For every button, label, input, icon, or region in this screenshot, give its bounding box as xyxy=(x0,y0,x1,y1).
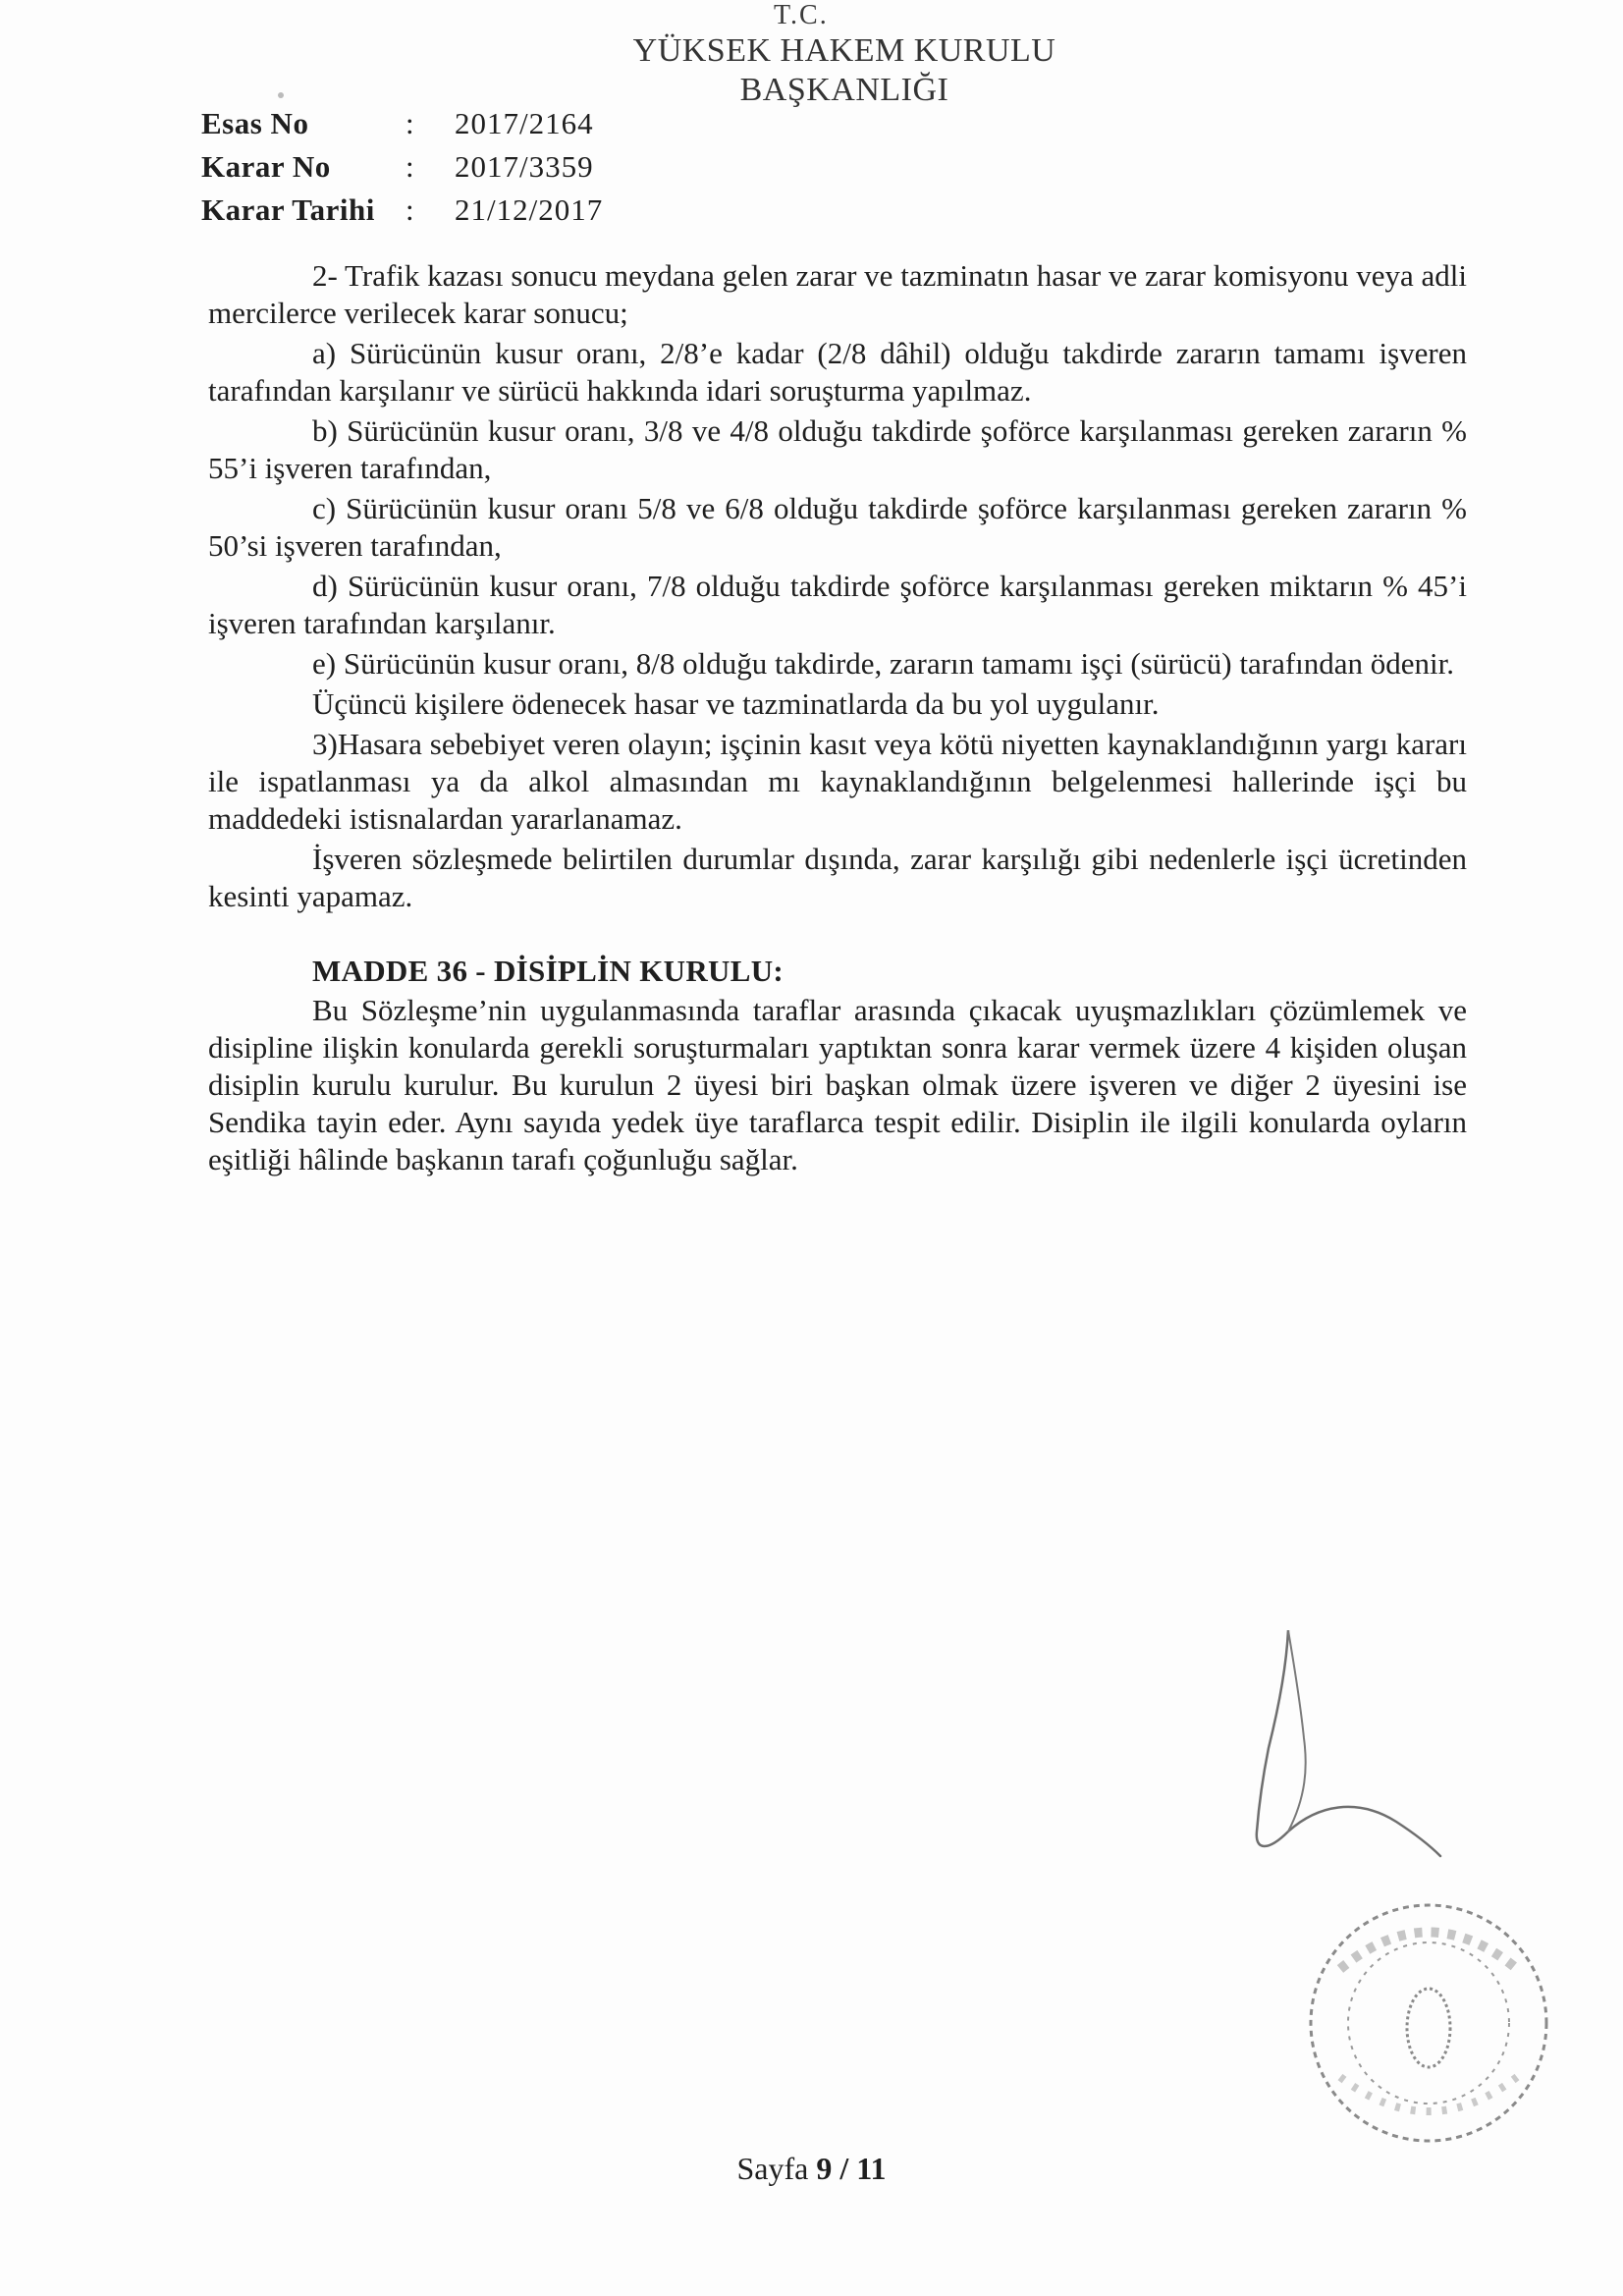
meta-separator: : xyxy=(406,106,414,140)
page-separator: / xyxy=(839,2151,849,2186)
meta-separator: : xyxy=(406,149,414,184)
meta-label: Karar No xyxy=(201,149,331,184)
meta-separator: : xyxy=(406,192,414,227)
meta-label: Esas No xyxy=(201,106,309,140)
meta-value: 2017/3359 xyxy=(455,149,594,184)
paragraph-item-b: b) Sürücünün kusur oranı, 3/8 ve 4/8 olduğu takdirde şoförce karşılanması gereken zararın % 55’i işveren tarafından, xyxy=(208,413,1467,485)
case-meta-block xyxy=(201,102,603,232)
header-top-fragment: T.C. xyxy=(774,0,829,30)
paragraph-trafik-kazasi: 2- Trafik kazası sonucu meydana gelen zarar ve tazminatın hasar ve zarar komisyonu veya adli mercilerce verilecek karar sonucu; xyxy=(208,258,1467,330)
document-body xyxy=(208,257,1467,1178)
page-total: 11 xyxy=(856,2151,887,2186)
paragraph-disiplin-kurulu: Bu Sözleşme’nin uygulanmasında taraflar arasında çıkacak uyuşmazlıkları çözümlemek ve disipline ilişkin konularda gerekli soruşturmaları yaptıktan sonra karar vermek üzere 4 kişiden oluşan disiplin kurulu kurulur. Bu kurulun 2 üyesi biri başkan olmak üzere işveren ve diğer 2 üyesini ise Sendika tayin eder. Aynı sayıda yedek üye taraflarca tespit edilir. Disiplin ile ilgili konularda oyların eşitliği hâlinde başkanın tarafı çoğunluğu sağlar. xyxy=(208,993,1467,1176)
institution-line-1: YÜKSEK HAKEM KURULU xyxy=(632,32,1056,69)
section-heading-madde-36: MADDE 36 - DİSİPLİN KURULU: xyxy=(312,954,784,988)
paragraph-ucuncu-kisiler: Üçüncü kişilere ödenecek hasar ve tazminatlarda da bu yol uygulanır. xyxy=(312,686,1160,721)
meta-value: 21/12/2017 xyxy=(455,192,604,227)
page-current: 9 xyxy=(816,2151,833,2186)
page-number-footer xyxy=(0,2151,1623,2187)
meta-row-karar-tarihi xyxy=(201,189,603,232)
meta-row-karar xyxy=(201,145,603,189)
paragraph-item-d: d) Sürücünün kusur oranı, 7/8 olduğu takdirde şoförce karşılanması gereken miktarın % 45’i işveren tarafından karşılanır. xyxy=(208,569,1467,640)
handwritten-signature-icon xyxy=(1249,1630,1445,1886)
institution-line-2: BAŞKANLIĞI xyxy=(739,72,949,108)
paragraph-item-e: e) Sürücünün kusur oranı, 8/8 olduğu takdirde, zararın tamamı işçi (sürücü) tarafından ödenir. xyxy=(312,646,1455,681)
round-official-stamp-icon xyxy=(1281,1876,1576,2170)
paragraph-hasar: 3)Hasara sebebiyet veren olayın; işçinin kasıt veya kötü niyetten kaynaklandığının yargı kararı ile ispatlanması ya da alkol almasından mı kaynaklandığının belgelenmesi hallerinde işçi bu maddedeki istisnalardan yararlanamaz. xyxy=(208,727,1467,836)
meta-label: Karar Tarihi xyxy=(201,192,375,227)
paragraph-isveren-kesinti: İşveren sözleşmede belirtilen durumlar dışında, zarar karşılığı gibi nedenlerle işçi ücretinden kesinti yapamaz. xyxy=(208,842,1467,913)
scan-speck xyxy=(278,92,284,98)
paragraph-item-c: c) Sürücünün kusur oranı 5/8 ve 6/8 olduğu takdirde şoförce karşılanması gereken zararın % 50’si işveren tarafından, xyxy=(208,491,1467,563)
institution-header xyxy=(628,31,1060,110)
meta-row-esas xyxy=(201,102,603,145)
paragraph-item-a: a) Sürücünün kusur oranı, 2/8’e kadar (2/8 dâhil) olduğu takdirde zararın tamamı işveren tarafından karşılanır ve sürücü hakkında idari soruşturma yapılmaz. xyxy=(208,336,1467,408)
meta-value: 2017/2164 xyxy=(455,106,594,140)
page-prefix: Sayfa xyxy=(736,2151,809,2186)
